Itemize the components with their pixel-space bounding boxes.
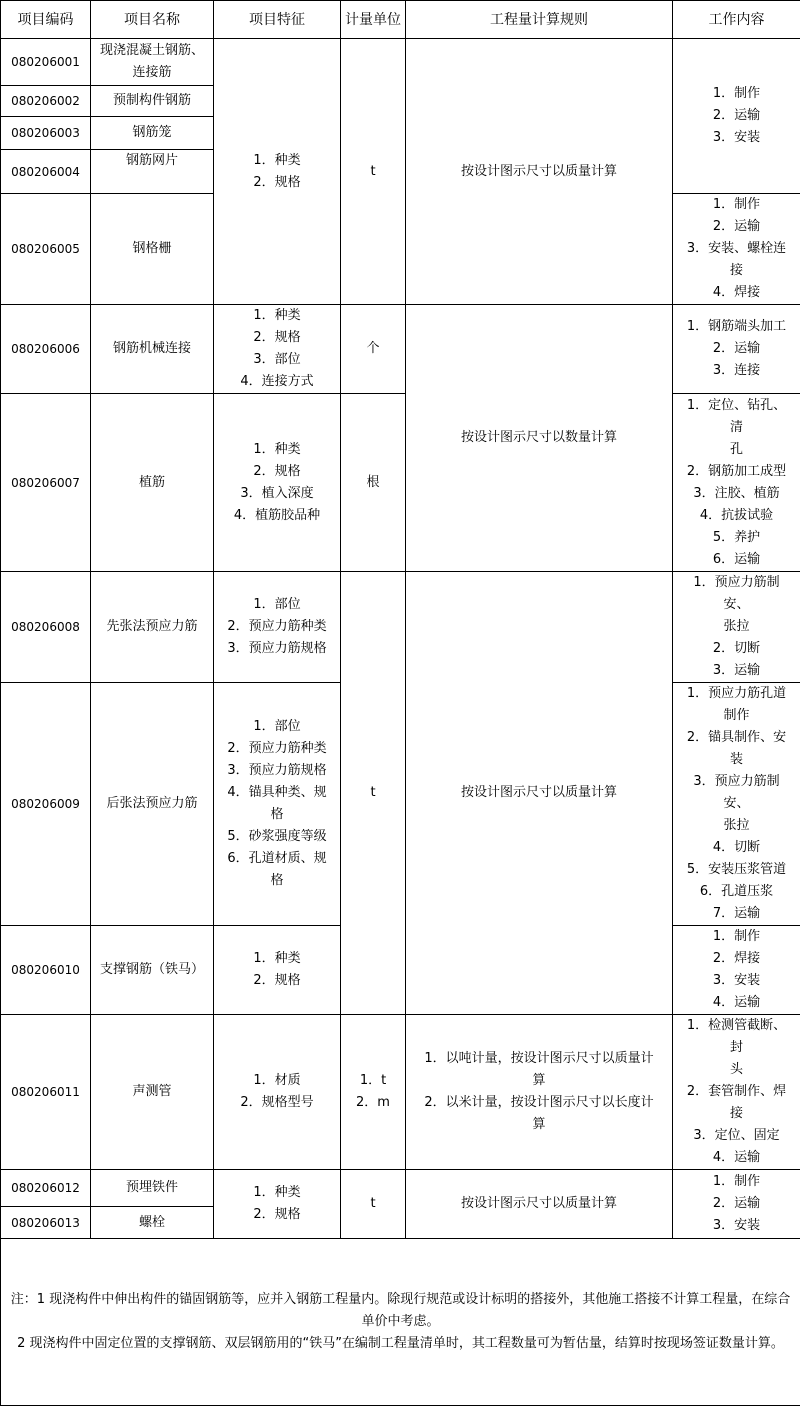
item-code: 080206011 [1, 1015, 91, 1170]
item-name: 后张法预应力筋 [91, 683, 214, 926]
item-work: 1．制作 2．运输 3．安装、螺栓连 接 4．焊接 [673, 194, 800, 305]
item-work: 1．预应力筋孔道 制作 2．锚具制作、安 装 3．预应力筋制 安、 张拉 4．切断 5．安装压浆管道 6．孔道压浆 7．运输 [673, 683, 800, 926]
item-features: 1．种类 2．规格 3．部位 4．连接方式 [214, 305, 341, 394]
item-name: 预制构件钢筋 [91, 86, 214, 117]
item-code: 080206012 [1, 1170, 91, 1207]
item-name: 钢格栅 [91, 194, 214, 305]
item-features: 1．种类 2．规格 [214, 1170, 341, 1239]
table-note: 注：1 现浇构件中伸出构件的锚固钢筋等，应并入钢筋工程量内。除现行规范或设计标明的搭接外，其他施工搭接不计算工程量，在综合单价中考虑。 2 现浇构件中固定位置的支撑钢筋、双层钢筋用的“铁马”在编制工程量清单时，其工程数量可为暂估量，结算时按现场签证数量计算。 [1, 1239, 800, 1406]
header-work: 工作内容 [673, 1, 800, 39]
item-rule: 1．以吨计量，按设计图示尺寸以质量计 算 2．以米计量，按设计图示尺寸以长度计 算 [406, 1015, 673, 1170]
header-code: 项目编码 [1, 1, 91, 39]
item-unit: 个 [341, 305, 406, 394]
item-code: 080206009 [1, 683, 91, 926]
item-code: 080206007 [1, 394, 91, 572]
item-work: 1．定位、钻孔、 清 孔 2．钢筋加工成型 3．注胶、植筋 4．抗拔试验 5．养护 6．运输 [673, 394, 800, 572]
item-features: 1．种类 2．规格 3．植入深度 4．植筋胶品种 [214, 394, 341, 572]
item-name: 钢筋网片 [91, 150, 214, 194]
item-name: 声测管 [91, 1015, 214, 1170]
item-work: 1．预应力筋制 安、 张拉 2．切断 3．运输 [673, 572, 800, 683]
item-code: 080206008 [1, 572, 91, 683]
item-code: 080206013 [1, 1207, 91, 1239]
table-row [1, 394, 800, 572]
item-unit: 1．t 2．m [341, 1015, 406, 1170]
header-name: 项目名称 [91, 1, 214, 39]
item-name: 现浇混凝土钢筋、 连接筋 [91, 39, 214, 86]
item-rule: 按设计图示尺寸以数量计算 [406, 305, 673, 572]
item-features: 1．材质 2．规格型号 [214, 1015, 341, 1170]
item-work: 1．制作 2．焊接 3．安装 4．运输 [673, 926, 800, 1015]
item-unit: 根 [341, 394, 406, 572]
header-row [1, 1, 800, 39]
header-rule: 工程量计算规则 [406, 1, 673, 39]
table-row [1, 39, 800, 86]
item-features: 1．种类 2．规格 [214, 39, 341, 305]
table-row [1, 1170, 800, 1207]
note-row [1, 1239, 800, 1406]
item-rule: 按设计图示尺寸以质量计算 [406, 39, 673, 305]
item-work: 1．制作 2．运输 3．安装 [673, 39, 800, 194]
item-features: 1．部位 2．预应力筋种类 3．预应力筋规格 [214, 572, 341, 683]
item-rule: 按设计图示尺寸以质量计算 [406, 1170, 673, 1239]
item-rule: 按设计图示尺寸以质量计算 [406, 572, 673, 1015]
item-unit: t [341, 572, 406, 1015]
item-code: 080206006 [1, 305, 91, 394]
item-work: 1．制作 2．运输 3．安装 [673, 1170, 800, 1239]
table-row [1, 572, 800, 683]
item-unit: t [341, 1170, 406, 1239]
item-name: 钢筋机械连接 [91, 305, 214, 394]
item-code: 080206002 [1, 86, 91, 117]
item-code: 080206004 [1, 150, 91, 194]
item-code: 080206001 [1, 39, 91, 86]
item-name: 先张法预应力筋 [91, 572, 214, 683]
header-unit: 计量单位 [341, 1, 406, 39]
item-work: 1．钢筋端头加工 2．运输 3．连接 [673, 305, 800, 394]
item-code: 080206005 [1, 194, 91, 305]
item-code: 080206010 [1, 926, 91, 1015]
item-name: 钢筋笼 [91, 117, 214, 150]
table-row [1, 1015, 800, 1170]
item-unit: t [341, 39, 406, 305]
item-name: 植筋 [91, 394, 214, 572]
table-row [1, 305, 800, 394]
item-code: 080206003 [1, 117, 91, 150]
item-features: 1．部位 2．预应力筋种类 3．预应力筋规格 4．锚具种类、规 格 5．砂浆强度等级 6．孔道材质、规 格 [214, 683, 341, 926]
item-name: 支撑钢筋（铁马） [91, 926, 214, 1015]
item-features: 1．种类 2．规格 [214, 926, 341, 1015]
header-features: 项目特征 [214, 1, 341, 39]
item-name: 螺栓 [91, 1207, 214, 1239]
item-work: 1．检测管截断、 封 头 2．套管制作、焊 接 3．定位、固定 4．运输 [673, 1015, 800, 1170]
item-name: 预埋铁件 [91, 1170, 214, 1207]
